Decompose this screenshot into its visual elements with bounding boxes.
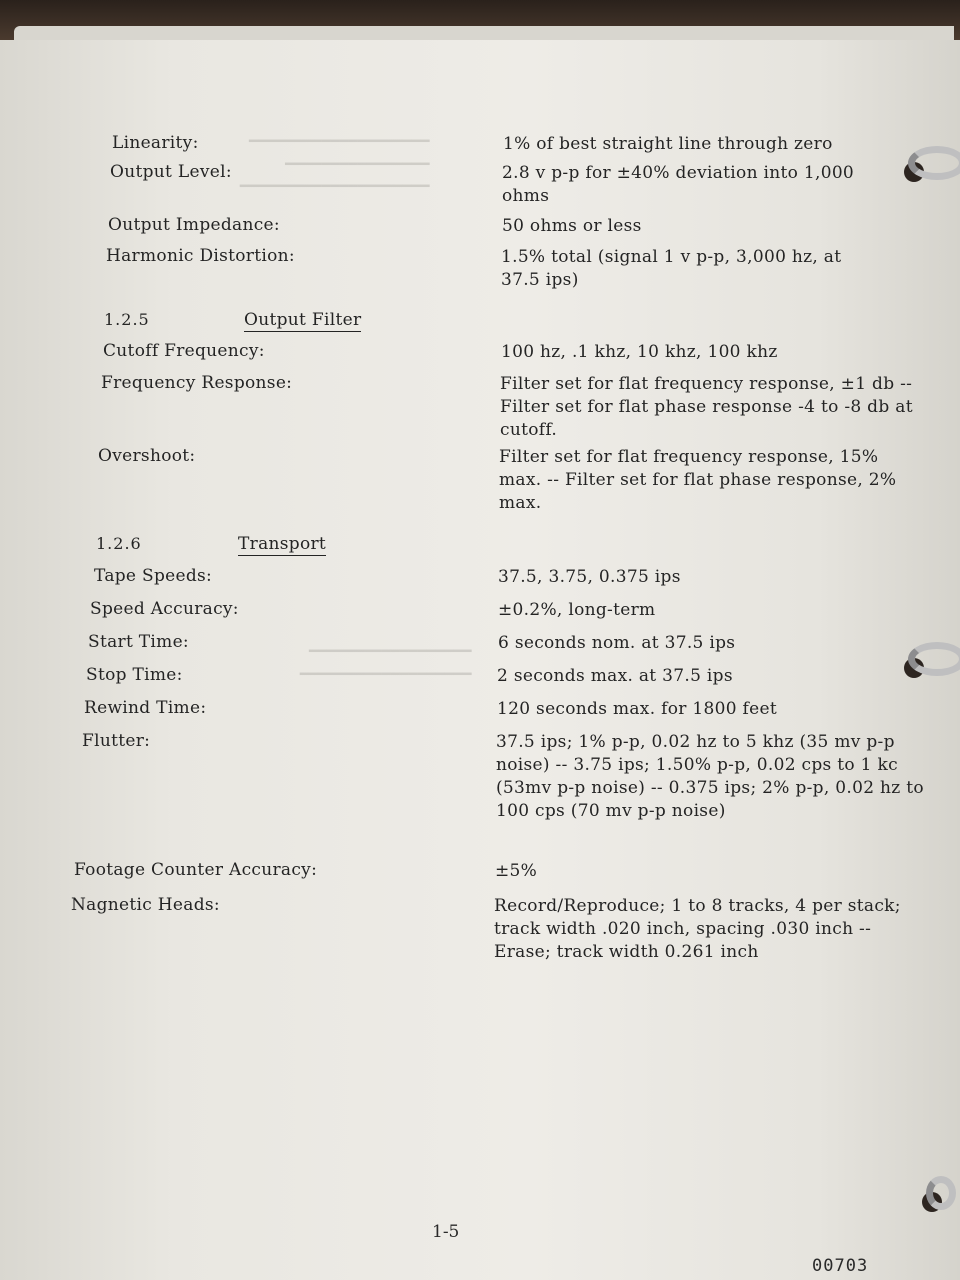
spec-label: Output Level: bbox=[110, 162, 232, 182]
section-title: Output Filter bbox=[244, 310, 362, 330]
spec-label: Cutoff Frequency: bbox=[103, 341, 265, 361]
spec-value: 100 hz, .1 khz, 10 khz, 100 khz bbox=[501, 342, 778, 362]
section-number: 1.2.6 bbox=[96, 534, 142, 553]
document-page bbox=[0, 40, 960, 1280]
spec-value: 6 seconds nom. at 37.5 ips bbox=[498, 633, 736, 653]
spec-value: 1.5% total (signal 1 v p-p, 3,000 hz, at 37.5 ips) bbox=[501, 247, 842, 290]
section-title: Transport bbox=[238, 534, 327, 554]
spec-value: 50 ohms or less bbox=[502, 216, 642, 236]
spec-label: Flutter: bbox=[82, 731, 151, 751]
spec-label: Stop Time: bbox=[86, 665, 183, 685]
spec-value: 120 seconds max. for 1800 feet bbox=[497, 699, 777, 719]
spec-value: 2 seconds max. at 37.5 ips bbox=[497, 666, 733, 686]
binder-ring bbox=[908, 642, 960, 676]
spec-label: Rewind Time: bbox=[84, 698, 207, 718]
spec-value: 2.8 v p-p for ±40% deviation into 1,000 ohms bbox=[502, 163, 855, 206]
bleed-through-texture: ━━━━━━━━━━━━━━━━━━ ━━━━━━━━━━━━━━━━━━━ bbox=[300, 642, 472, 683]
spec-label: Footage Counter Accuracy: bbox=[74, 860, 318, 880]
page-number: 1-5 bbox=[432, 1222, 460, 1242]
spec-label: Output Impedance: bbox=[108, 215, 280, 235]
document-code: 00703 bbox=[812, 1256, 869, 1276]
section-number: 1.2.5 bbox=[104, 310, 150, 329]
spec-value: 37.5 ips; 1% p-p, 0.02 hz to 5 khz (35 mv p-p noise) -- 3.75 ips; 1.50% p-p, 0.02 cps to 1 kc (53mv p-p noise) -- 0.375 ips; 2% p-p, 0.02 hz to 100 cps (70 mv p-p noise) bbox=[496, 732, 924, 821]
spec-value: Filter set for flat frequency response, 15% max. -- Filter set for flat phase response, 2% max. bbox=[499, 447, 897, 513]
spec-label: Start Time: bbox=[88, 632, 189, 652]
binder-ring bbox=[908, 146, 960, 180]
spec-label: Linearity: bbox=[112, 133, 199, 153]
spec-value: ±0.2%, long-term bbox=[498, 600, 656, 620]
bleed-through-texture: ━━━━━━━━━━━━━━━━━━━━ ━━━━━━━━━━━━━━━━ ━━━━━━━━━━━━━━━━━━━━━ bbox=[240, 132, 430, 195]
spec-label: Frequency Response: bbox=[101, 373, 293, 393]
spec-value: Record/Reproduce; 1 to 8 tracks, 4 per stack; track width .020 inch, spacing .030 inch -- Erase; track width 0.261 inch bbox=[494, 896, 901, 962]
spec-label: Tape Speeds: bbox=[94, 566, 213, 586]
spec-value: Filter set for flat frequency response, ±1 db -- Filter set for flat phase response -4 to -8 db at cutoff. bbox=[500, 374, 913, 440]
binder-ring bbox=[926, 1176, 956, 1210]
spec-label: Harmonic Distortion: bbox=[106, 246, 295, 266]
spec-value: ±5% bbox=[495, 861, 538, 881]
spec-label: Speed Accuracy: bbox=[90, 599, 239, 619]
spec-label: Overshoot: bbox=[98, 446, 196, 466]
spec-value: 37.5, 3.75, 0.375 ips bbox=[498, 567, 681, 587]
spec-label: Nagnetic Heads: bbox=[71, 895, 220, 915]
spec-value: 1% of best straight line through zero bbox=[503, 134, 833, 154]
